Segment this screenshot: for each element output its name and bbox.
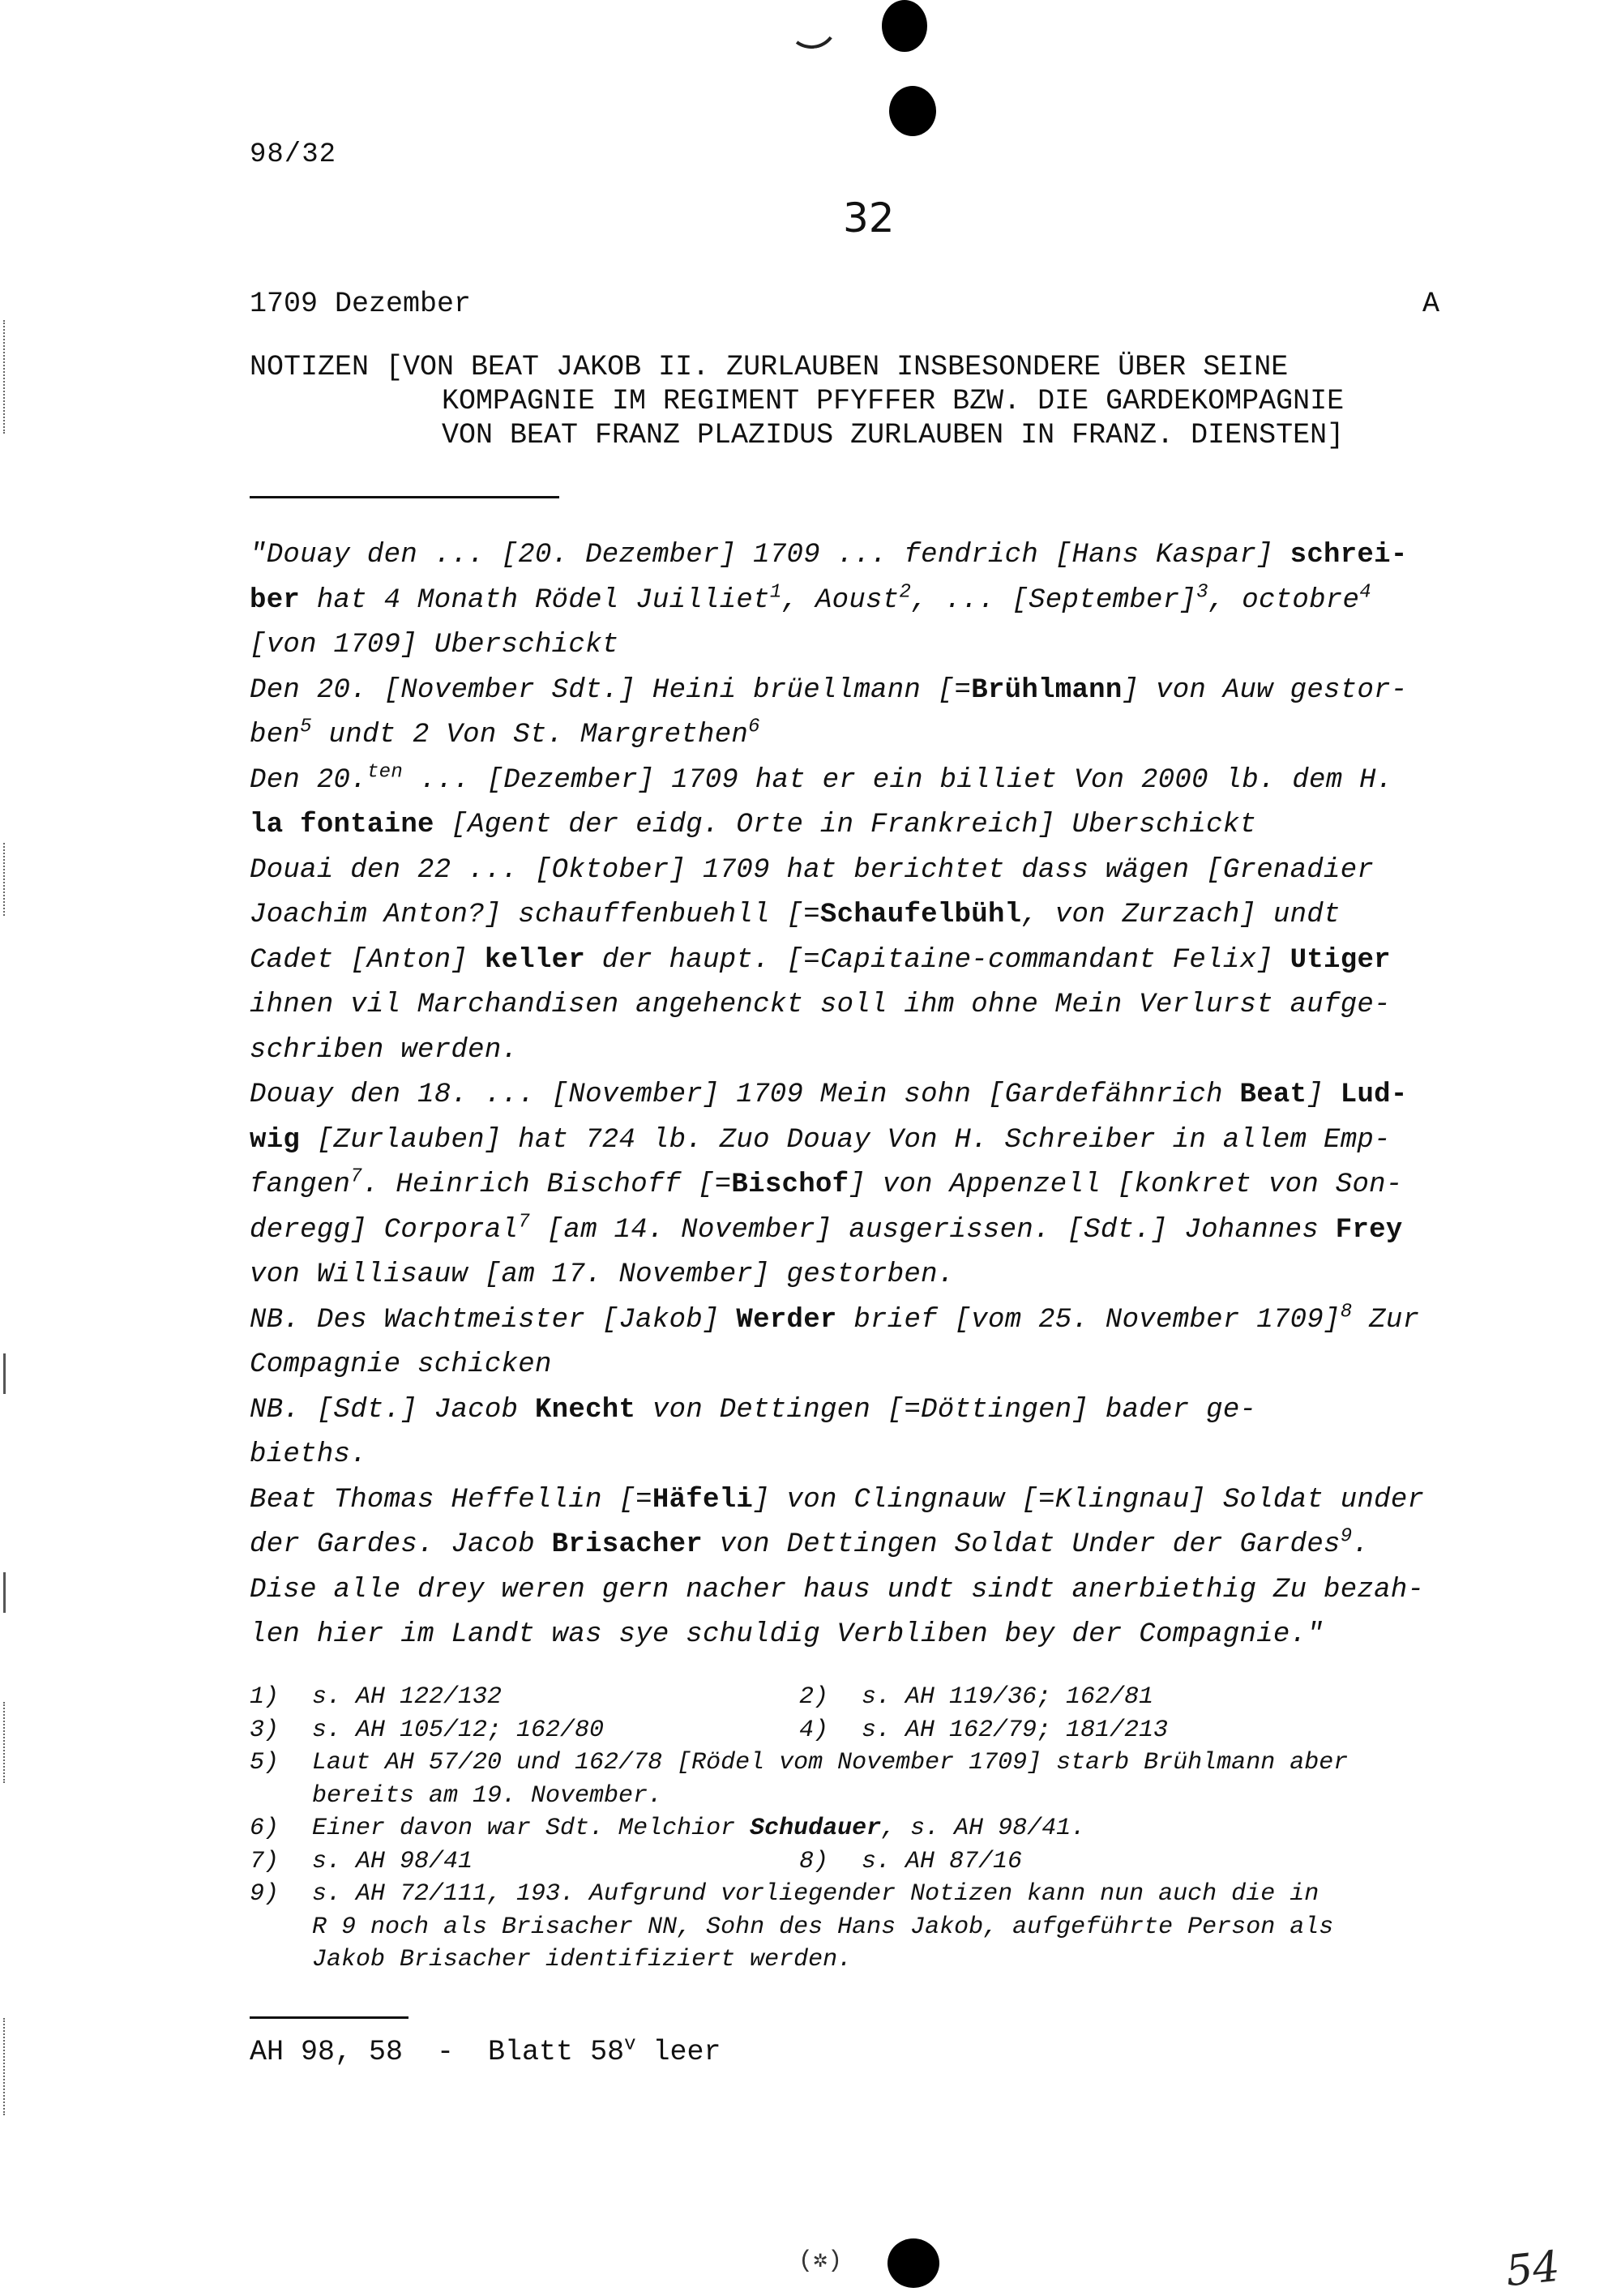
footnote-number: 3) [250,1716,280,1744]
bold-name: Utiger [1290,944,1391,976]
text-segment: Joachim Anton?] schauffenbuehll [= [250,900,820,930]
footnote-number: 5) [250,1749,280,1777]
text-segment: ] [1307,1080,1341,1110]
transcription-line [250,1118,1498,1164]
left-edge-mark [3,2018,15,2115]
transcription-line [250,1613,1498,1658]
binding-hole-bottom [887,2238,939,2288]
bold-name: la fontaine [250,810,434,840]
text-segment: , von Zurzach] undt [1021,900,1341,930]
footnote-marker: 3 [1196,581,1208,604]
title-line: NOTIZEN [VON BEAT JAKOB II. ZURLAUBEN INSBESONDERE ÜBER SEINE [250,351,1289,383]
left-edge-mark [3,1572,15,1613]
text-segment: Cadet [Anton] [250,944,485,976]
text-segment: Den 20. [November Sdt.] Heini brüellmann [= [250,674,972,706]
text-segment: Douai den 22 ... [Oktober] 1709 hat berichtet dass wägen [Grenadier [250,854,1375,886]
handwritten-page-number: 54 [1503,2242,1563,2296]
footnote-continuation: Jakob Brisacher identifiziert werden. [312,1946,853,1973]
text-segment: der Gardes. Jacob [250,1529,552,1560]
footnote-number: 2) [799,1683,829,1711]
footnote-marker: 7 [350,1165,362,1188]
footnote-text-segment: Einer davon war Sdt. Melchior [312,1815,751,1842]
footnote-text: s. AH 122/132 [312,1683,503,1711]
title-line: VON BEAT FRANZ PLAZIDUS ZURLAUBEN IN FRANZ. DIENSTEN] [442,419,1345,451]
footnote-marker: ten [366,761,404,784]
footnotes [250,1681,1498,1977]
transcription-line [250,759,1498,804]
footnote-row [250,1747,1498,1780]
footnote-number: 4) [799,1716,829,1744]
transcription-line [250,1073,1498,1118]
transcription-line [250,849,1498,894]
transcription-body [250,533,1498,1658]
bold-name: Knecht [534,1394,636,1426]
text-segment: Compagnie schicken [250,1349,552,1380]
text-segment: , octobre [1208,584,1360,616]
source-reference-verso: v [624,2033,636,2056]
text-segment: von Dettingen Soldat Under der Gardes [703,1529,1341,1560]
bold-name: Werder [736,1304,837,1336]
left-edge-mark [3,843,15,916]
bold-name: Frey [1335,1214,1403,1246]
left-edge-mark [3,1702,15,1783]
text-segment: brief [vom 25. November 1709] [836,1304,1341,1336]
footnote-text: s. AH 98/41 [312,1847,473,1875]
title-divider [250,496,559,498]
footnote-number: 9) [250,1880,280,1908]
transcription-line [250,1478,1498,1524]
text-segment: ben [250,720,301,750]
footnote-continuation: bereits am 19. November. [312,1781,663,1810]
footnote-row [250,1812,1498,1845]
transcription-line [250,938,1498,984]
text-segment: . [1352,1529,1370,1560]
text-segment: [am 14. November] ausgerissen. [Sdt.] Johannes [529,1214,1336,1246]
binding-arc-mark [784,3,841,52]
footnote-continuation: R 9 noch als Brisacher NN, Sohn des Hans Jakob, aufgeführte Person als [312,1913,1334,1941]
footnote-number: 1) [250,1683,280,1711]
text-segment: NB. Des Wachtmeister [Jakob] [250,1304,737,1336]
text-segment: , ... [September] [911,584,1197,616]
footnote-text: s. AH 162/79; 181/213 [862,1716,1169,1744]
text-segment: hat 4 Monath Rödel Juilliet [300,584,770,616]
footnote-text: s. AH 72/111, 193. Aufgrund vorliegender Notizen kann nun auch die in [312,1880,1319,1908]
footnote-marker: 5 [300,716,312,738]
binding-hole-upper [889,86,936,136]
archive-reference-code: 98/32 [250,139,337,170]
text-segment: von Willisauw [am 17. November] gestorben. [250,1259,955,1290]
text-segment: deregg] Corporal [250,1214,519,1246]
bold-name: schrei- [1290,540,1408,571]
left-edge-mark [3,1353,15,1394]
transcription-line [250,1028,1498,1074]
transcription-line [250,1388,1498,1434]
footnote-text: s. AH 105/12; 162/80 [312,1716,605,1744]
footnote-text: s. AH 87/16 [862,1847,1023,1875]
text-segment: . Heinrich Bischoff [= [361,1169,732,1200]
transcription-line [250,579,1498,624]
text-segment: Den 20. [250,764,367,796]
bold-name: ber [250,584,301,616]
bold-name: Brisacher [551,1529,704,1560]
transcription-line [250,1343,1498,1388]
document-sequence-number: 32 [843,195,895,242]
text-segment: ihnen vil Marchandisen angehenckt soll ihm ohne Mein Verlurst aufge- [250,990,1391,1020]
footnote-marker: 7 [518,1211,530,1234]
footnote-marker: 1 [769,581,782,604]
text-segment: von Dettingen [=Döttingen] bader ge- [635,1394,1257,1426]
text-segment: Douay den 18. ... [November] 1709 Mein sohn [Gardefähnrich [250,1080,1240,1110]
title-line: KOMPAGNIE IM REGIMENT PFYFFER BZW. DIE GARDEKOMPAGNIE [442,385,1345,417]
document-title [250,350,1344,452]
text-segment: Dise alle drey weren gern nacher haus undt sindt anerbiethig Zu bezah- [250,1574,1425,1605]
footnote-number: 6) [250,1815,280,1842]
transcription-line [250,1433,1498,1478]
footnote-marker: 6 [748,716,760,738]
bold-name: Häfeli [652,1484,754,1516]
transcription-line [250,893,1498,938]
bold-name: Lud- [1340,1080,1408,1110]
text-segment: [Agent der eidg. Orte in Frankreich] Uberschickt [434,810,1257,840]
text-segment: NB. [Sdt.] Jacob [250,1394,535,1426]
source-reference-tail: leer [635,2036,721,2068]
text-segment: len hier im Landt was sye schuldig Verbliben bey der Compagnie." [250,1619,1324,1650]
transcription-line [250,669,1498,714]
footnote-text [312,1812,1085,1845]
text-segment: ] von Clingnauw [=Klingnau] Soldat under [753,1484,1425,1516]
binding-hole-top [882,0,927,52]
transcription-line [250,623,1498,669]
document-date: 1709 Dezember [250,288,472,320]
bold-name: keller [484,944,586,976]
transcription-line [250,1568,1498,1614]
text-segment: ... [Dezember] 1709 hat er ein billiet Von 2000 lb. dem H. [403,764,1393,796]
footer-divider [250,2016,408,2019]
footnote-marker: 2 [899,581,912,604]
text-segment: [von 1709] Uberschickt [250,630,619,661]
footnote-number: 8) [799,1847,829,1875]
text-segment: undt 2 Von St. Margrethen [311,720,749,750]
footnote-marker: 9 [1340,1525,1353,1548]
source-reference-text: AH 98, 58 - Blatt 58 [250,2036,625,2068]
bold-name: Schaufelbühl [819,900,1022,930]
transcription-line [250,1298,1498,1344]
footnote-row [250,1878,1498,1911]
text-segment: der haupt. [=Capitaine-commandant Felix] [585,944,1290,976]
footnote-text: Laut AH 57/20 und 162/78 [Rödel vom November 1709] starb Brühlmann aber [312,1749,1349,1777]
footnote-row [250,1714,1498,1747]
text-segment: ] von Appenzell [konkret von Son- [849,1169,1403,1200]
bold-name: Bischof [731,1169,849,1200]
bold-name: wig [250,1124,301,1156]
bold-name: Brühlmann [971,674,1123,706]
transcription-line [250,1163,1498,1208]
transcription-line [250,1208,1498,1254]
left-edge-mark [3,320,15,434]
transcription-line [250,1253,1498,1298]
document-type-letter: A [1422,288,1440,320]
footnote-text: s. AH 119/36; 162/81 [862,1683,1154,1711]
transcription-line [250,713,1498,759]
footnote-marker: 8 [1340,1301,1353,1323]
text-segment: schriben werden. [250,1034,519,1066]
text-segment: ] von Auw gestor- [1122,674,1408,706]
transcription-line [250,803,1498,849]
bottom-scan-mark: (✲) [798,2247,843,2275]
footnote-row [250,1845,1498,1879]
footnote-marker: 4 [1359,581,1371,604]
text-segment: Zur [1352,1304,1420,1336]
text-segment: , Aoust [781,584,900,616]
transcription-line [250,983,1498,1028]
footnote-text-segment: , s. AH 98/41. [881,1815,1086,1842]
text-segment: "Douay den ... [20. Dezember] 1709 ... fendrich [Hans Kaspar] [250,540,1290,571]
transcription-line [250,533,1498,579]
footnote-bold-name: Schudauer [750,1815,882,1842]
footnote-row [250,1681,1498,1714]
text-segment: bieths. [250,1439,367,1470]
text-segment: [Zurlauben] hat 724 lb. Zuo Douay Von H. Schreiber in allem Emp- [300,1124,1391,1156]
source-reference [250,2033,721,2068]
bold-name: Beat [1239,1080,1307,1110]
text-segment: Beat Thomas Heffellin [= [250,1484,652,1516]
transcription-line [250,1523,1498,1568]
text-segment: fangen [250,1169,351,1200]
footnote-number: 7) [250,1847,280,1875]
